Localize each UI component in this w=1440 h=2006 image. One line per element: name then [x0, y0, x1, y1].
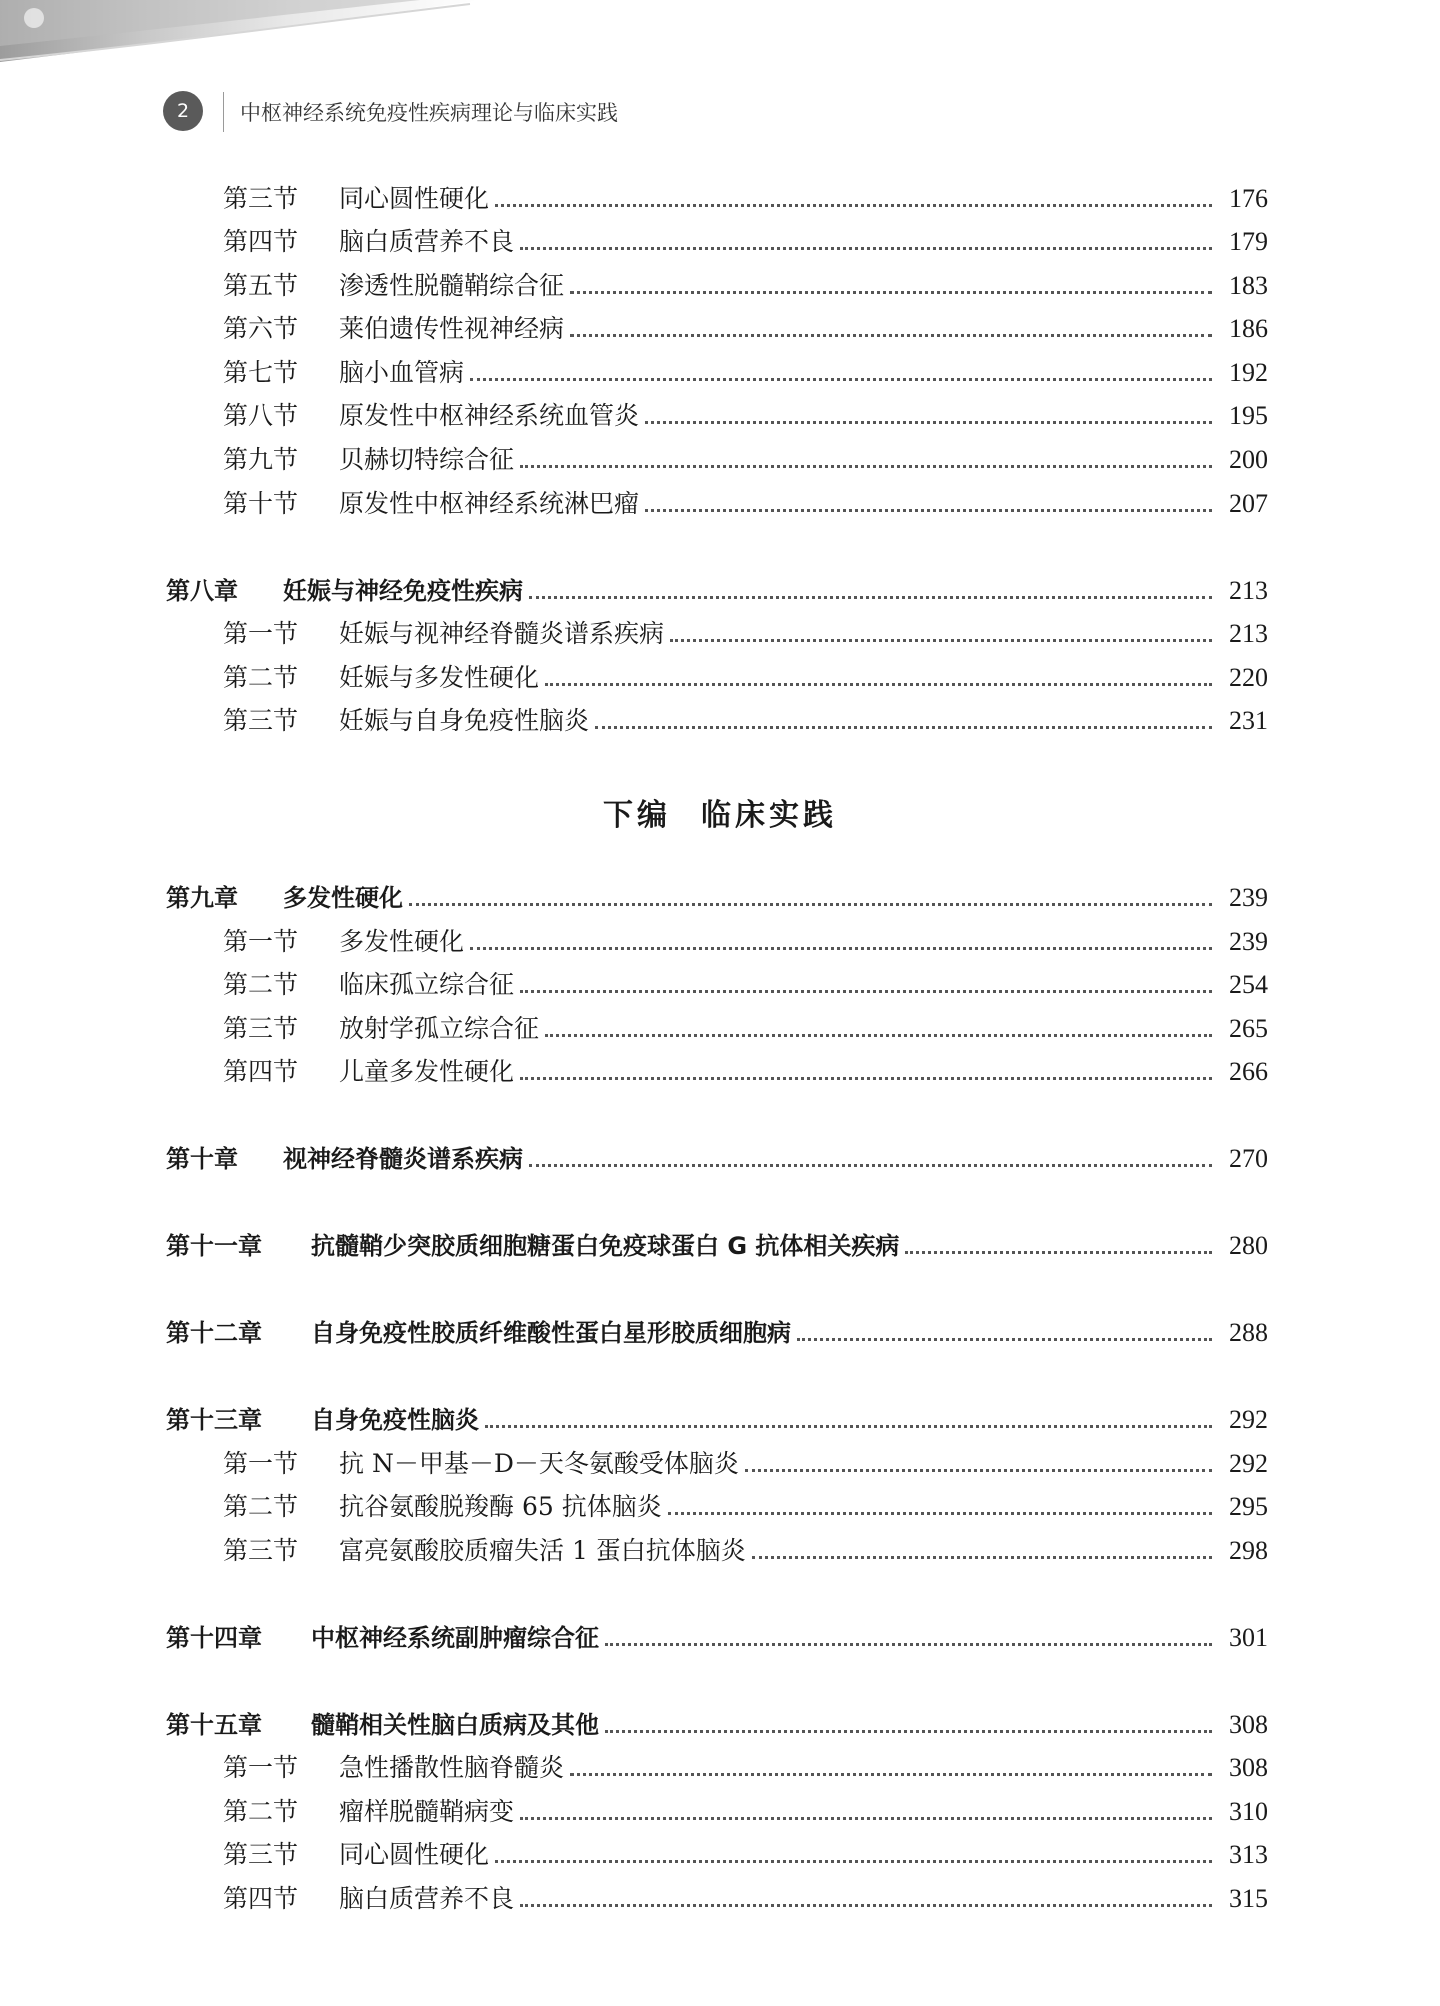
entry-label: 第三节 [223, 1014, 299, 1043]
entry-page-number: 308 [1229, 1710, 1268, 1739]
entry-title: 妊娠与自身免疫性脑炎 [339, 706, 590, 735]
dot-leader [670, 639, 1212, 642]
entry-label: 第十四章 [166, 1624, 262, 1652]
entry-page-number: 231 [1229, 706, 1268, 735]
entry-page-number: 254 [1229, 970, 1268, 999]
entry-label: 第一节 [223, 1449, 299, 1478]
entry-title: 抗髓鞘少突胶质细胞糖蛋白免疫球蛋白 G 抗体相关疾病 [311, 1232, 900, 1260]
entry-label: 第三节 [223, 1536, 299, 1565]
toc-chapter-entry[interactable] [0, 571, 1440, 611]
entry-title: 妊娠与神经免疫性疾病 [283, 577, 523, 605]
entry-page-number: 295 [1229, 1492, 1268, 1521]
toc-section-entry[interactable] [0, 396, 1440, 436]
entry-label: 第七节 [223, 358, 299, 387]
toc-section-entry[interactable] [0, 965, 1440, 1005]
entry-title: 临床孤立综合征 [339, 970, 515, 999]
entry-page-number: 176 [1229, 184, 1268, 213]
entry-page-number: 292 [1229, 1449, 1268, 1478]
dot-leader [745, 1469, 1212, 1472]
header-divider [223, 92, 224, 132]
dot-leader [545, 683, 1212, 686]
entry-label: 第二节 [223, 663, 299, 692]
entry-page-number: 179 [1229, 227, 1268, 256]
toc-section-entry[interactable] [0, 1792, 1440, 1832]
entry-label: 第十五章 [166, 1711, 262, 1739]
toc-section-entry[interactable] [0, 1748, 1440, 1788]
dot-leader [595, 726, 1212, 729]
toc-section-entry[interactable] [0, 309, 1440, 349]
header-decoration [0, 0, 1440, 80]
dot-leader [529, 1164, 1212, 1167]
entry-title: 脑白质营养不良 [339, 227, 515, 256]
toc-chapter-entry[interactable] [0, 878, 1440, 918]
entry-page-number: 186 [1229, 314, 1268, 343]
entry-label: 第六节 [223, 314, 299, 343]
entry-label: 第九节 [223, 445, 299, 474]
dot-leader [495, 1860, 1212, 1863]
dot-leader [645, 421, 1212, 424]
entry-label: 第十一章 [166, 1232, 262, 1260]
toc-section-entry[interactable] [0, 1487, 1440, 1527]
dot-leader [409, 903, 1212, 906]
dot-leader [797, 1338, 1212, 1341]
entry-title: 原发性中枢神经系统淋巴瘤 [339, 489, 640, 518]
entry-page-number: 298 [1229, 1536, 1268, 1565]
entry-page-number: 213 [1229, 576, 1268, 605]
entry-page-number: 200 [1229, 445, 1268, 474]
dot-leader [545, 1034, 1212, 1037]
part-label: 下编 [603, 798, 671, 833]
entry-page-number: 265 [1229, 1014, 1268, 1043]
entry-label: 第二节 [223, 970, 299, 999]
entry-title: 抗 N－甲基－D－天冬氨酸受体脑炎 [339, 1449, 739, 1478]
page-number-badge: 2 [163, 91, 203, 131]
entry-page-number: 239 [1229, 927, 1268, 956]
entry-title: 同心圆性硬化 [339, 1840, 490, 1869]
toc-section-entry[interactable] [0, 1444, 1440, 1484]
toc-section-entry[interactable] [0, 179, 1440, 219]
toc-section-entry[interactable] [0, 1879, 1440, 1919]
entry-page-number: 192 [1229, 358, 1268, 387]
entry-page-number: 288 [1229, 1318, 1268, 1347]
entry-title: 多发性硬化 [283, 884, 403, 912]
entry-title: 自身免疫性脑炎 [311, 1406, 479, 1434]
toc-section-entry[interactable] [0, 922, 1440, 962]
entry-label: 第九章 [166, 884, 238, 912]
dot-leader [470, 378, 1212, 381]
toc-chapter-entry[interactable] [0, 1618, 1440, 1658]
toc-section-entry[interactable] [0, 658, 1440, 698]
entry-page-number: 292 [1229, 1405, 1268, 1434]
entry-page-number: 213 [1229, 619, 1268, 648]
part-heading [0, 790, 1440, 834]
toc-section-entry[interactable] [0, 1835, 1440, 1875]
entry-title: 脑白质营养不良 [339, 1884, 515, 1913]
entry-label: 第四节 [223, 1057, 299, 1086]
dot-leader [529, 596, 1212, 599]
dot-leader [495, 204, 1212, 207]
dot-leader [668, 1512, 1212, 1515]
entry-page-number: 280 [1229, 1231, 1268, 1260]
dot-leader [470, 947, 1212, 950]
entry-title: 瘤样脱髓鞘病变 [339, 1797, 515, 1826]
dot-leader [485, 1425, 1212, 1428]
dot-leader [752, 1556, 1212, 1559]
toc-section-entry[interactable] [0, 353, 1440, 393]
toc-section-entry[interactable] [0, 614, 1440, 654]
dot-leader [645, 509, 1212, 512]
toc-chapter-entry[interactable] [0, 1139, 1440, 1179]
entry-title: 多发性硬化 [339, 927, 465, 956]
entry-label: 第二节 [223, 1492, 299, 1521]
dot-leader [570, 1773, 1212, 1776]
entry-title: 抗谷氨酸脱羧酶 65 抗体脑炎 [339, 1492, 662, 1521]
toc-chapter-entry[interactable] [0, 1400, 1440, 1440]
entry-label: 第二节 [223, 1797, 299, 1826]
entry-title: 渗透性脱髓鞘综合征 [339, 271, 565, 300]
entry-title: 同心圆性硬化 [339, 184, 490, 213]
dot-leader [520, 1817, 1212, 1820]
dot-leader [605, 1730, 1212, 1733]
entry-label: 第八节 [223, 401, 299, 430]
entry-label: 第八章 [166, 577, 238, 605]
entry-label: 第三节 [223, 184, 299, 213]
toc-section-entry[interactable] [0, 1531, 1440, 1571]
entry-title: 髓鞘相关性脑白质病及其他 [311, 1711, 599, 1739]
entry-title: 妊娠与多发性硬化 [339, 663, 540, 692]
entry-title: 急性播散性脑脊髓炎 [339, 1753, 565, 1782]
dot-leader [520, 465, 1212, 468]
entry-label: 第三节 [223, 1840, 299, 1869]
entry-page-number: 239 [1229, 883, 1268, 912]
entry-label: 第一节 [223, 619, 299, 648]
entry-label: 第四节 [223, 1884, 299, 1913]
entry-title: 妊娠与视神经脊髓炎谱系疾病 [339, 619, 665, 648]
entry-title: 富亮氨酸胶质瘤失活 1 蛋白抗体脑炎 [339, 1536, 746, 1565]
dot-leader [520, 1077, 1212, 1080]
entry-label: 第十节 [223, 489, 299, 518]
entry-page-number: 308 [1229, 1753, 1268, 1782]
entry-page-number: 301 [1229, 1623, 1268, 1652]
entry-label: 第五节 [223, 271, 299, 300]
entry-title: 自身免疫性胶质纤维酸性蛋白星形胶质细胞病 [311, 1319, 791, 1347]
dot-leader [905, 1251, 1212, 1254]
entry-label: 第一节 [223, 927, 299, 956]
entry-page-number: 310 [1229, 1797, 1268, 1826]
dot-leader [570, 291, 1212, 294]
entry-title: 中枢神经系统副肿瘤综合征 [311, 1624, 599, 1652]
entry-label: 第三节 [223, 706, 299, 735]
entry-label: 第十章 [166, 1145, 238, 1173]
entry-title: 原发性中枢神经系统血管炎 [339, 401, 640, 430]
entry-title: 莱伯遗传性视神经病 [339, 314, 565, 343]
entry-title: 脑小血管病 [339, 358, 465, 387]
toc-section-entry[interactable] [0, 484, 1440, 524]
toc-chapter-entry[interactable] [0, 1313, 1440, 1353]
toc-section-entry[interactable] [0, 1009, 1440, 1049]
entry-label: 第十二章 [166, 1319, 262, 1347]
toc-section-entry[interactable] [0, 222, 1440, 262]
entry-page-number: 315 [1229, 1884, 1268, 1913]
running-title: 中枢神经系统免疫性疾病理论与临床实践 [240, 101, 618, 125]
entry-page-number: 270 [1229, 1144, 1268, 1173]
entry-title: 贝赫切特综合征 [339, 445, 515, 474]
entry-title: 放射学孤立综合征 [339, 1014, 540, 1043]
toc-section-entry[interactable] [0, 701, 1440, 741]
part-title: 临床实践 [701, 798, 837, 833]
dot-leader [605, 1643, 1212, 1646]
entry-page-number: 266 [1229, 1057, 1268, 1086]
toc-section-entry[interactable] [0, 440, 1440, 480]
entry-page-number: 195 [1229, 401, 1268, 430]
dot-leader [570, 334, 1212, 337]
entry-label: 第一节 [223, 1753, 299, 1782]
entry-title: 儿童多发性硬化 [339, 1057, 515, 1086]
dot-leader [520, 1904, 1212, 1907]
toc-section-entry[interactable] [0, 266, 1440, 306]
toc-section-entry[interactable] [0, 1052, 1440, 1092]
entry-page-number: 313 [1229, 1840, 1268, 1869]
entry-page-number: 183 [1229, 271, 1268, 300]
dot-leader [520, 990, 1212, 993]
toc-chapter-entry[interactable] [0, 1226, 1440, 1266]
entry-page-number: 220 [1229, 663, 1268, 692]
toc-chapter-entry[interactable] [0, 1705, 1440, 1745]
entry-label: 第十三章 [166, 1406, 262, 1434]
entry-label: 第四节 [223, 227, 299, 256]
entry-title: 视神经脊髓炎谱系疾病 [283, 1145, 523, 1173]
entry-page-number: 207 [1229, 489, 1268, 518]
dot-leader [520, 247, 1212, 250]
